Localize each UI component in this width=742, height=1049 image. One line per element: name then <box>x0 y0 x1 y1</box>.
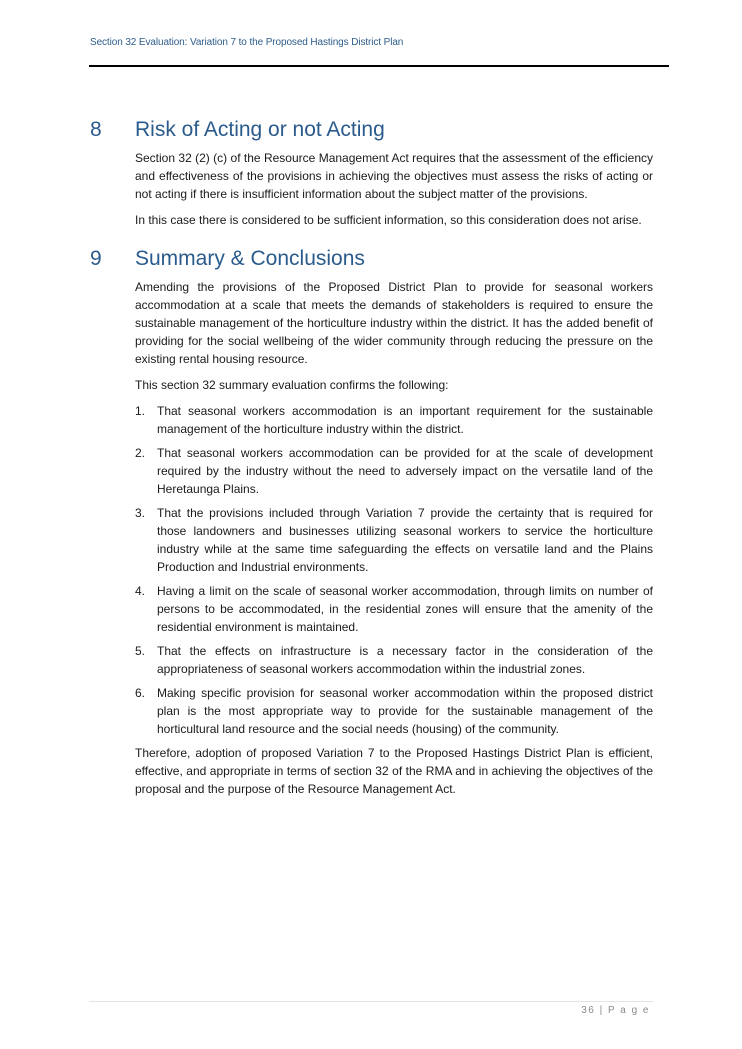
section-body <box>135 278 653 798</box>
section-number: 9 <box>90 247 102 270</box>
paragraph: This section 32 summary evaluation confirms the following: <box>135 378 449 392</box>
list-item <box>135 582 653 636</box>
paragraph: Section 32 (2) (c) of the Resource Management Act requires that the assessment of the efficiency and effectiveness of the provisions in achieving the objectives must assess the risks of acting or not acting if there is insufficient information about the subject matter of the provisions. <box>135 151 653 201</box>
closing-paragraph: Therefore, adoption of proposed Variation 7 to the Proposed Hastings District Plan is efficient, effective, and appropriate in terms of section 32 of the RMA and in achieving the objectives of the proposal and the purpose of the Resource Management Act. <box>135 746 653 796</box>
running-header: Section 32 Evaluation: Variation 7 to the Proposed Hastings District Plan <box>90 37 404 48</box>
list-item <box>135 684 653 738</box>
list-item <box>135 504 653 576</box>
list-marker: 1. <box>135 404 146 418</box>
list-marker: 2. <box>135 446 146 460</box>
list-text: Having a limit on the scale of seasonal worker accommodation, through limits on number of persons to be accommodated, in the residential zones will ensure that the amenity of the residential environment is maintained. <box>157 584 653 634</box>
section-title: Risk of Acting or not Acting <box>135 118 385 141</box>
list-marker: 6. <box>135 686 146 700</box>
section-title: Summary & Conclusions <box>135 247 365 270</box>
section-body <box>135 149 653 229</box>
list-text: Making specific provision for seasonal worker accommodation within the proposed district plan is the most appropriate way to provide for the sustainable management of the horticultural land resource and the social needs (housing) of the community. <box>157 686 653 736</box>
section-8 <box>90 116 653 229</box>
paragraph: In this case there is considered to be sufficient information, so this consideration does not arise. <box>135 213 642 227</box>
list-item <box>135 642 653 678</box>
list-text: That the effects on infrastructure is a necessary factor in the consideration of the appropriateness of seasonal workers accommodation within the industrial zones. <box>157 644 653 676</box>
list-text: That seasonal workers accommodation can be provided for at the scale of development required by the industry without the need to adversely impact on the versatile land of the Heretaunga Plains. <box>157 446 653 496</box>
list-marker: 4. <box>135 584 146 598</box>
page-number: 36 | P a g e <box>581 1005 650 1016</box>
list-marker: 5. <box>135 644 146 658</box>
section-number: 8 <box>90 118 102 141</box>
footer-divider <box>89 1001 653 1002</box>
list-text: That seasonal workers accommodation is an important requirement for the sustainable management of the horticulture industry within the district. <box>157 404 653 436</box>
conclusions-list <box>135 402 653 738</box>
list-item <box>135 444 653 498</box>
section-9 <box>90 245 653 798</box>
paragraph: Amending the provisions of the Proposed District Plan to provide for seasonal workers accommodation at a scale that meets the demands of stakeholders is required to ensure the sustainable management of the horticulture industry within the district. It has the added benefit of providing for the social wellbeing of the wider community through reducing the pressure on the existing rental housing resource. <box>135 280 653 366</box>
list-marker: 3. <box>135 506 146 520</box>
list-text: That the provisions included through Variation 7 provide the certainty that is required for those landowners and businesses utilizing seasonal workers to service the horticulture industry while at the same time safeguarding the effects on versatile land and the Plains Production and Industrial environments. <box>157 506 653 574</box>
section-heading <box>90 245 653 273</box>
page-content <box>90 116 653 806</box>
list-item <box>135 402 653 438</box>
section-heading <box>90 116 653 144</box>
header-divider <box>89 65 669 67</box>
